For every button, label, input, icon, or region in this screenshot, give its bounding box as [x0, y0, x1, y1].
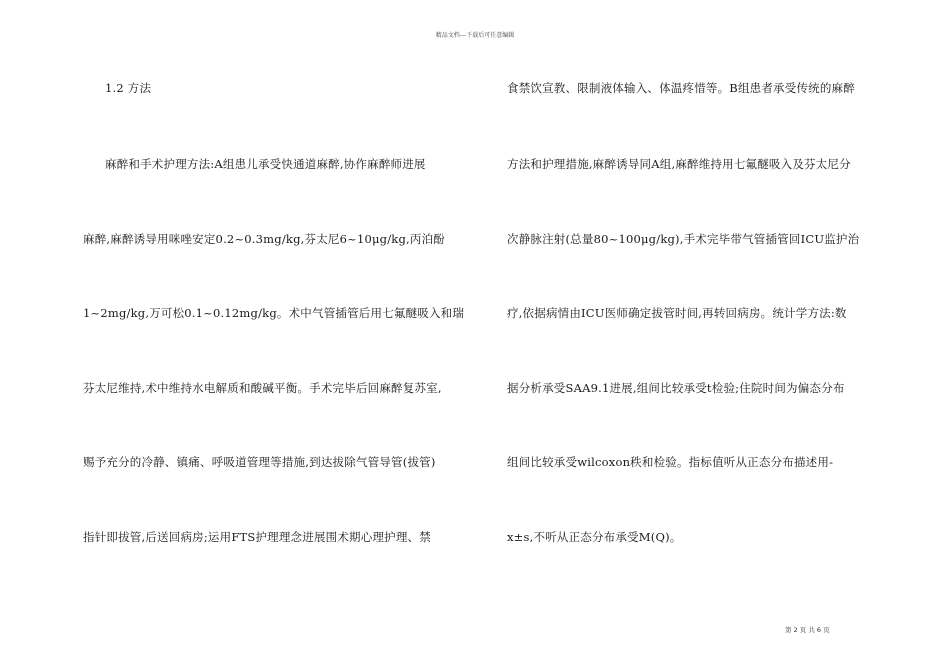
paragraph-line: 食禁饮宣教、限制液体输入、体温疼惜等。B组患者承受传统的麻醉 [507, 81, 855, 95]
paragraph-line: 1~2mg/kg,万可松0.1~0.12mg/kg。术中气管插管后用七氟醚吸入和瑞 [83, 306, 465, 320]
page-number: 第 2 页 共 6 页 [785, 626, 830, 634]
paragraph-line: 麻醉和手术护理方法:A组患儿承受快通道麻醉,协作麻醉师进展 [105, 157, 426, 171]
paragraph-line: 次静脉注射(总量80~100μg/kg),手术完毕带气管插管回ICU监护治 [507, 232, 860, 246]
paragraph-line: 疗,依据病情由ICU医师确定拔管时间,再转回病房。统计学方法:数 [507, 306, 847, 320]
paragraph-line: 麻醉,麻醉诱导用咪唑安定0.2~0.3mg/kg,芬太尼6~10μg/kg,丙泊酚 [83, 232, 445, 246]
paragraph-line: 组间比较承受wilcoxon秩和检验。指标值听从正态分布描述用- [507, 455, 834, 469]
paragraph-line: 芬太尼维持,术中维持水电解质和酸碱平衡。手术完毕后回麻醉复苏室, [83, 381, 442, 395]
paragraph-line: x±s,不听从正态分布承受M(Q)。 [507, 530, 682, 544]
section-heading: 1.2 方法 [105, 81, 152, 95]
paragraph-line: 方法和护理措施,麻醉诱导同A组,麻醉维持用七氟醚吸入及芬太尼分 [507, 157, 851, 171]
header-note: 精品文档---下载后可任意编辑 [435, 32, 515, 39]
paragraph-line: 指针即拔管,后送回病房;运用FTS护理理念进展围术期心理护理、禁 [83, 530, 431, 544]
paragraph-line: 据分析承受SAA9.1进展,组间比较承受t检验;住院时间为偏态分布 [507, 381, 845, 395]
paragraph-line: 赐予充分的冷静、镇痛、呼吸道管理等措施,到达拔除气管导管(拔管) [83, 455, 436, 469]
